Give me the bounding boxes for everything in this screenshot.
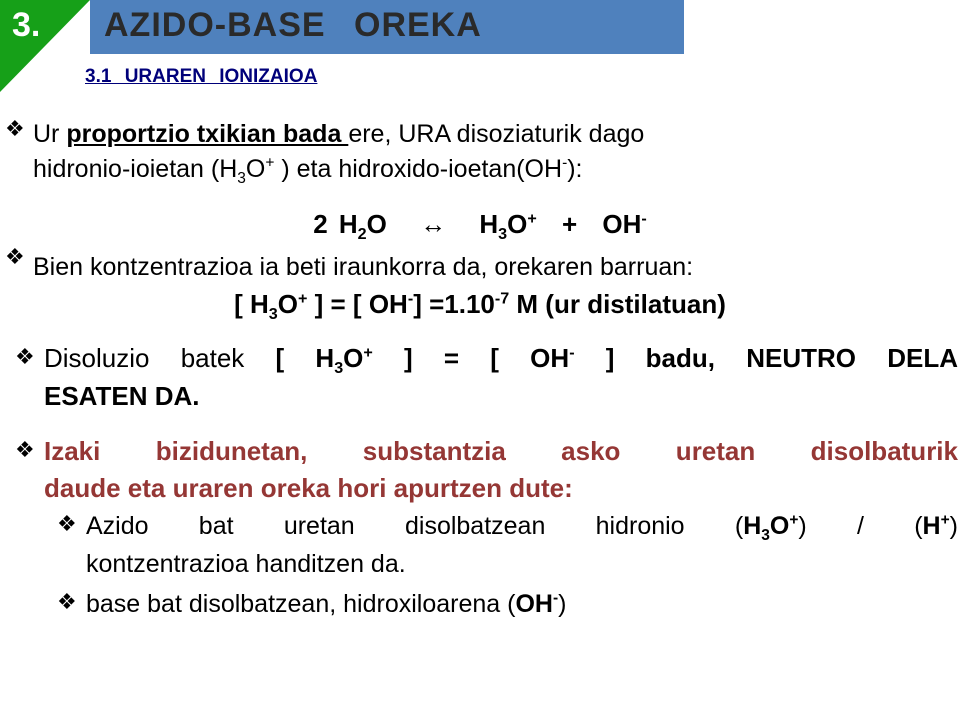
- paragraph-4-line-2: daude eta uraren oreka hori apurtzen dute:: [44, 473, 573, 503]
- diamond-bullet-icon: ❖: [15, 344, 35, 369]
- equation-water-ionization: 2 $H_2O$ ↔ $H_3O^+ + OH^-$: [313, 209, 647, 244]
- diamond-bullet-icon: ❖: [15, 437, 35, 462]
- page-title: AZIDO-BASE OREKA: [104, 6, 482, 44]
- paragraph-1-line-2: hidronio-ioietan ($H_3O^+$ ) eta hidroxido-ioetan(OH-):: [33, 154, 583, 187]
- paragraph-1-line-1: Ur proportzio txikian bada ere, URA disoziaturik dago: [33, 120, 645, 148]
- paragraph-5-line-2: kontzentrazioa handitzen da.: [86, 550, 406, 578]
- section-number: 3.: [12, 6, 41, 44]
- diamond-bullet-icon: ❖: [5, 244, 25, 269]
- paragraph-4-line-1: Izaki bizidunetan, substantzia asko uretan disolbaturik: [44, 436, 958, 466]
- paragraph-5-line-1: Azido bat uretan disolbatzean hidronio $(H_3O^+) / (H^+)$: [86, 511, 958, 544]
- paragraph-6: base bat disolbatzean, hidroxiloarena (OH-): [86, 589, 567, 618]
- paragraph-2: Bien kontzentrazioa ia beti iraunkorra da, orekaren barruan:: [33, 253, 694, 281]
- paragraph-3-line-2: ESATEN DA.: [44, 381, 200, 411]
- diamond-bullet-icon: ❖: [5, 116, 25, 141]
- paragraph-3-line-1: Disoluzio batek [ $H_3O^+$ ] = [ OH- ] badu, NEUTRO DELA: [44, 343, 958, 378]
- subtitle: 3.1 URAREN IONIZAIOA: [85, 66, 318, 87]
- diamond-bullet-icon: ❖: [57, 589, 77, 614]
- equation-neutral-concentration: [ $H_3O^+$ ] = [ $OH^-] =1.10^{-7}$ M (ur distilatuan): [234, 289, 726, 324]
- diamond-bullet-icon: ❖: [57, 511, 77, 536]
- emphasis-underlined: proportzio txikian bada: [66, 120, 349, 148]
- equilibrium-arrow-icon: ↔: [420, 209, 447, 239]
